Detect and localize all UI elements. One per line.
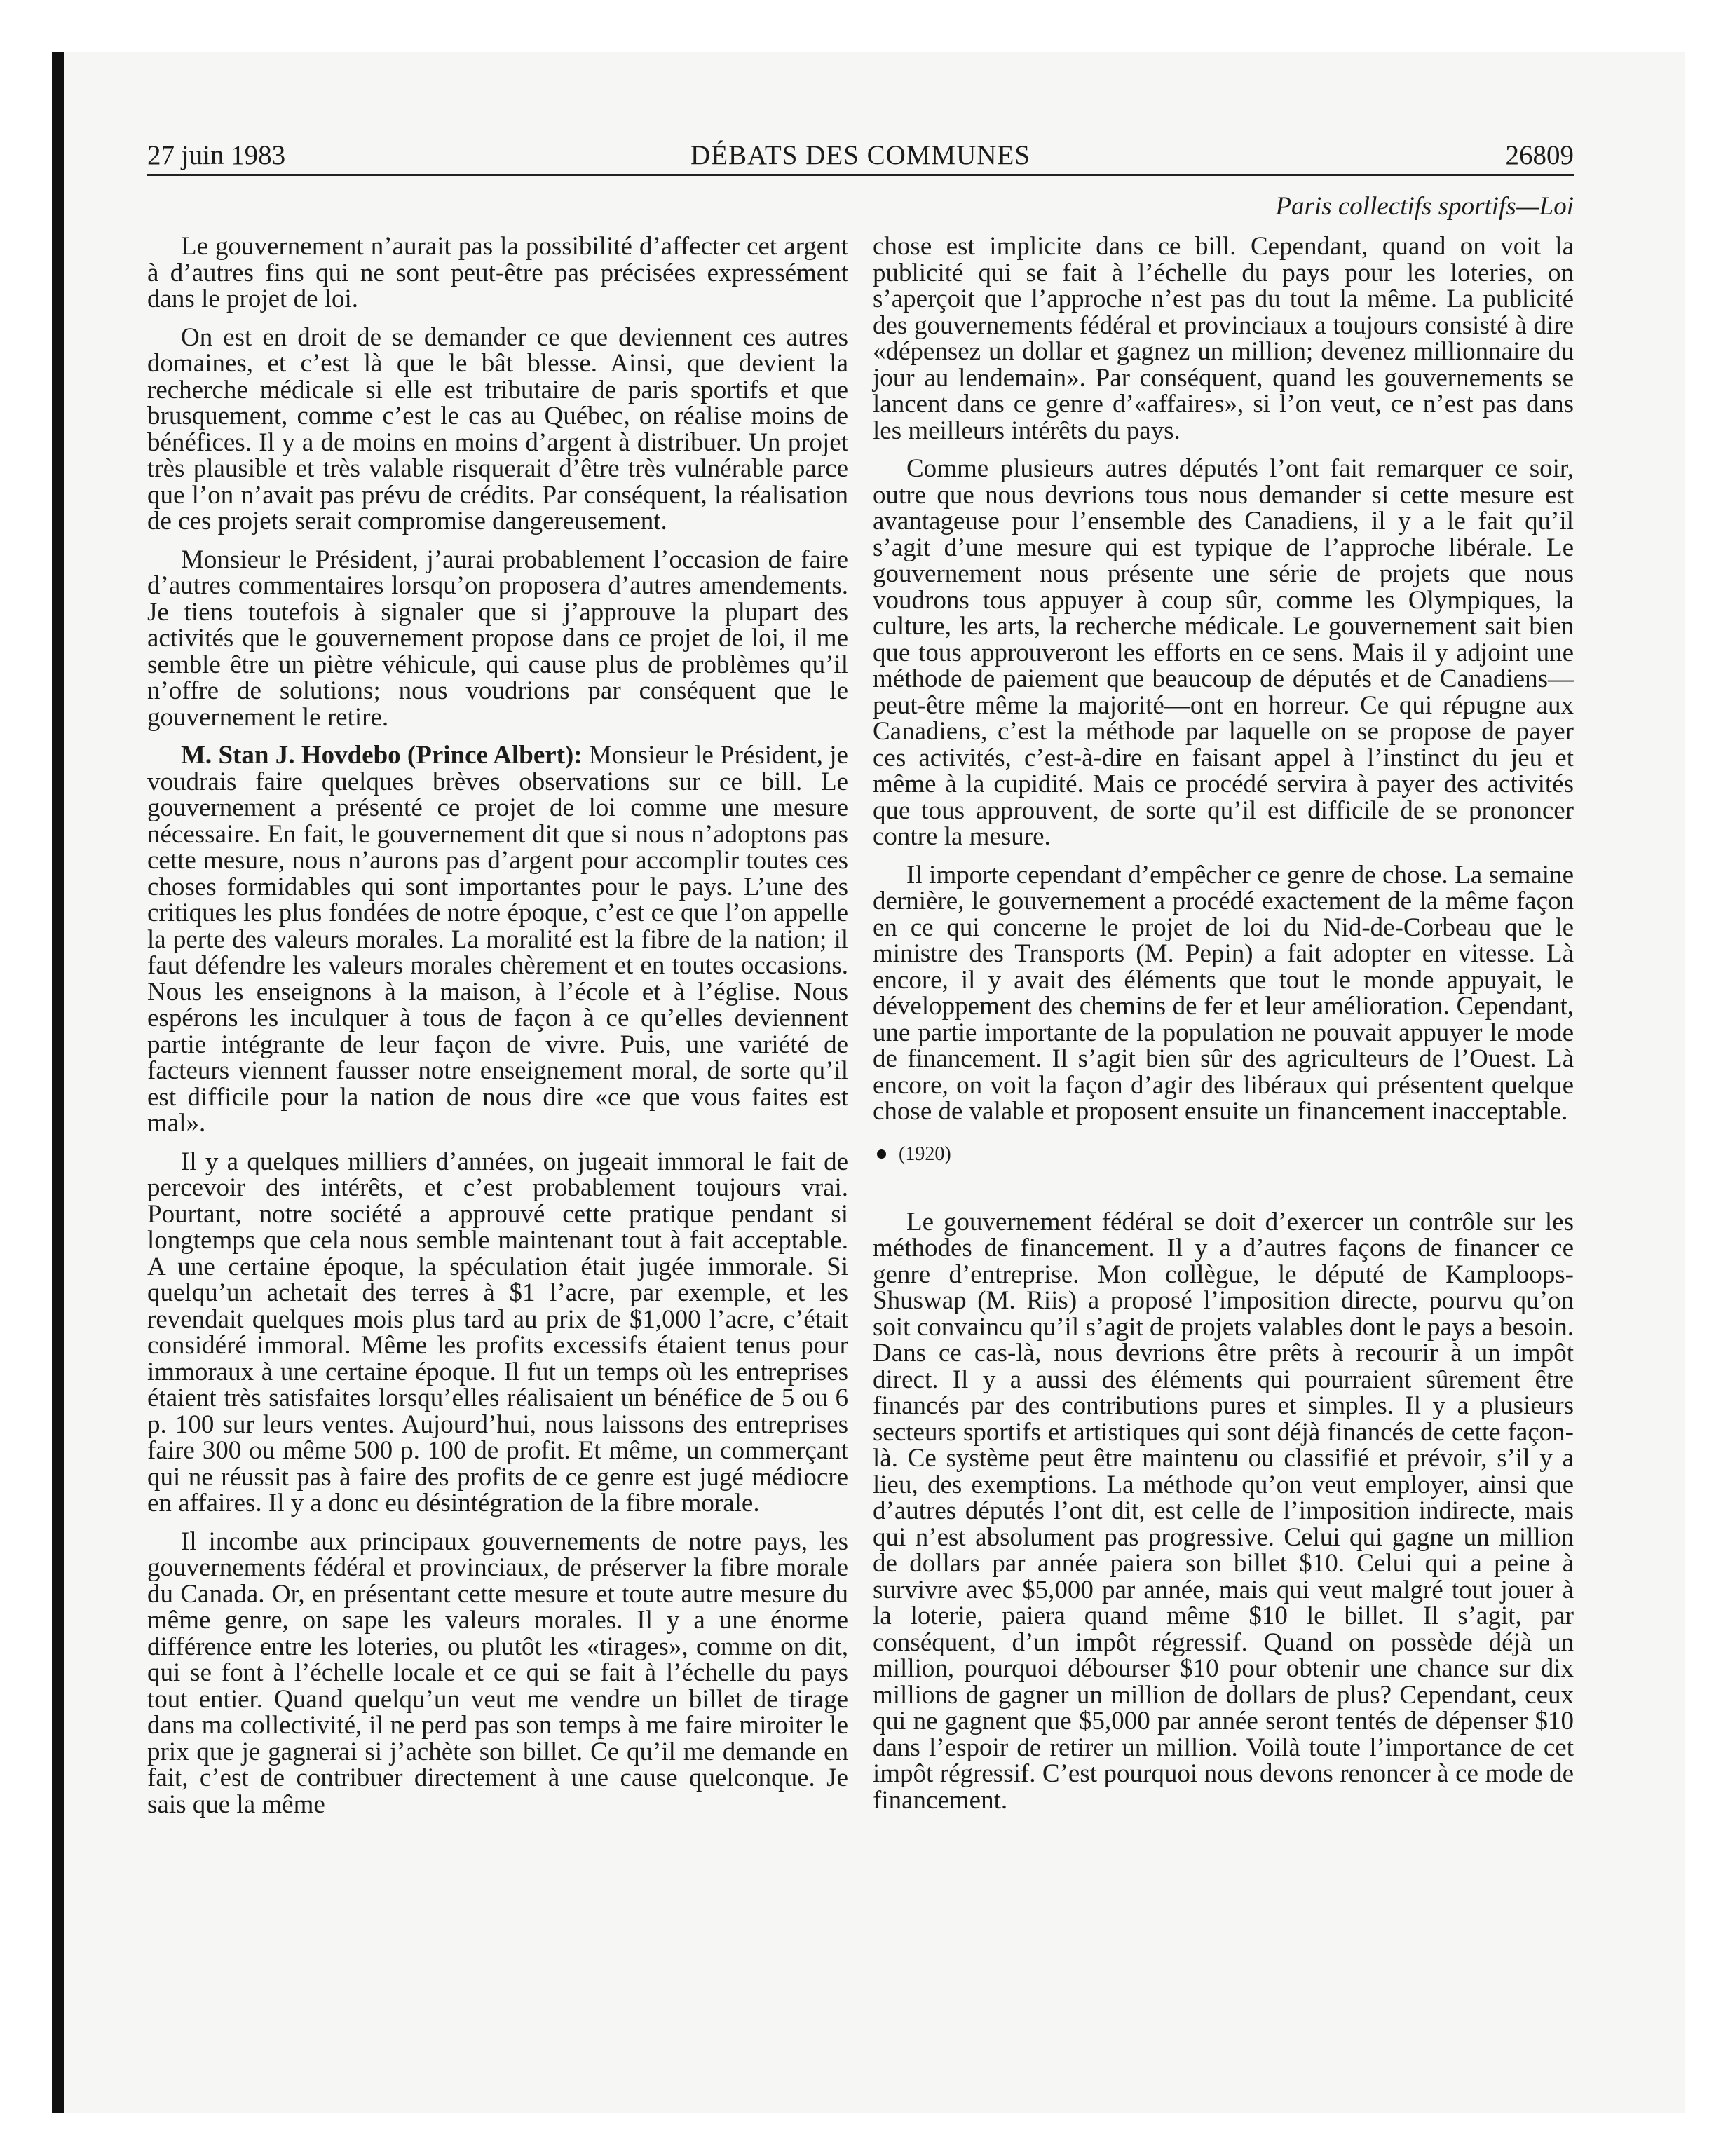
section-title: Paris collectifs sportifs—Loi [1275, 192, 1574, 221]
paragraph [147, 742, 848, 1137]
paragraph: Il importe cependant d’empêcher ce genre de chose. La semaine dernière, le gouvernement a procédé exactement de la même façon en ce qui concerne le projet de loi du Nid-de-Corbeau que le ministre des Transports (M. Pepin) a fait adopter en vitesse. Là encore, il y avait des éléments que tout le monde appuyait, le développement des chemins de fer et leur amélioration. Cependant, une partie importante de la population ne pouvait appuyer le mode de financement. Il s’agit bien sûr des agriculteurs de l’Ouest. Là encore, on voit la façon d’agir des libéraux qui présentent quelque chose de valable et proposent ensuite un financement inacceptable. [873, 860, 1574, 1126]
left-column [147, 233, 848, 1817]
paragraph: Il y a quelques milliers d’années, on jugeait immoral le fait de percevoir des intérêts, et c’est probablement toujours vrai. Pourtant, notre société a approuvé cette pratique pendant si longtemps que cela nous semble maintenant tout à fait acceptable. A une certaine époque, la spéculation était jugée immorale. Si quelqu’un achetait des terres à $1 l’acre, par exemple, et les revendait quelques mois plus tard au prix de $1,000 l’acre, c’était considéré immoral. Même les profits excessifs étaient tenus pour immoraux à une certaine époque. Il fut un temps où les entreprises étaient très satisfaites lorsqu’elles réalisaient un bénéfice de 5 ou 6 p. 100 sur leurs ventes. Aujourd’hui, nous laissons des entreprises faire 300 ou même 500 p. 100 de profit. Et même, un commerçant qui ne réussit pas à faire des profits de ce genre est jugé médiocre en affaires. Il y a donc eu désintégration de la fibre morale. [147, 1147, 848, 1517]
header-page-number: 26809 [1505, 140, 1574, 170]
header-date: 27 juin 1983 [147, 140, 286, 170]
page-header [147, 136, 1574, 175]
speaker-name: M. Stan J. Hovdebo (Prince Albert): [181, 741, 583, 770]
header-journal-title: DÉBATS DES COMMUNES [690, 140, 1030, 170]
bullet-icon [877, 1149, 886, 1159]
paragraph: Comme plusieurs autres députés l’ont fait remarquer ce soir, outre que nous devrions tous nous demander si cette mesure est avantageuse pour l’ensemble des Canadiens, il y a le fait qu’il s’agit d’une mesure qui est typique de l’approche libérale. Le gouvernement nous présente une série de projets que nous voudrons tous appuyer à coup sûr, comme les Olympiques, la culture, les arts, la recherche médicale. Le gouvernement sait bien que tous approuveront les efforts en ce sens. Mais il y adjoint une méthode de paiement que beaucoup de députés et de Canadiens—peut-être même la majorité—ont en horreur. Ce qui répugne aux Canadiens, c’est la méthode par laquelle on se propose de payer ces activités, c’est-à-dire en faisant appel à l’instinct du jeu et même à la cupidité. Mais ce procédé servira à payer des activités que tous approuvent, de sorte qu’il est difficile de se prononcer contre la mesure. [873, 454, 1574, 851]
paragraph: Monsieur le Président, j’aurai probablement l’occasion de faire d’autres commentaires lorsqu’on proposera d’autres amendements. Je tiens toutefois à signaler que si j’approuve la plupart des activités que le gouvernement propose dans ce projet de loi, il me semble être un piètre véhicule, qui cause plus de problèmes qu’il n’offre de solutions; nous voudrions par conséquent que le gouvernement le retire. [147, 545, 848, 732]
time-marker-text: (1920) [899, 1142, 951, 1165]
paragraph: Le gouvernement n’aurait pas la possibilité d’affecter cet argent à d’autres fins qui ne sont peut-être pas précisées expressément dans le projet de loi. [147, 232, 848, 313]
paragraph: Il incombe aux principaux gouvernements de notre pays, les gouvernements fédéral et provinciaux, de préserver la fibre morale du Canada. Or, en présentant cette mesure et toute autre mesure du même genre, on sape les valeurs morales. Il y a une énorme différence entre les loteries, ou plutôt les «tirages», comme on dit, qui se font à l’échelle locale et ce qui se fait à l’échelle du pays tout entier. Quand quelqu’un veut me vendre un billet de tirage dans ma collectivité, il ne perd pas son temps à me faire miroiter le prix que je gagnerai si j’achète son billet. Ce qu’il me demande en fait, c’est de contribuer directement à une cause quelconque. Je sais que la même [147, 1527, 848, 1819]
paragraph: Le gouvernement fédéral se doit d’exercer un contrôle sur les méthodes de financement. Il y a d’autres façons de financer ce genre d’entreprise. Mon collègue, le député de Kamploops-Shuswap (M. Riis) a proposé l’imposition directe, pourvu qu’on soit convaincu qu’il s’agit de projets valables dont le pays a besoin. Dans ce cas-là, nous devrions être prêts à recourir à un impôt direct. Il y a aussi des éléments qui pourraient sûrement être financés par des contributions pures et simples. Il y a plusieurs secteurs sportifs et artistiques qui sont déjà financés de cette façon-là. Ce système peut être maintenu ou classifié et prévoir, s’il y a lieu, des exemptions. La méthode qu’on veut employer, ainsi que d’autres députés l’ont dit, est celle de l’imposition indirecte, mais qui n’est absolument pas progressive. Celui qui gagne un million de dollars par année paiera son billet $10. Celui qui a peine à survivre avec $5,000 par année, mais qui veut malgré tout jouer à la loterie, paiera quand même $10 le billet. Il s’agit, par conséquent, d’un impôt régressif. Quand on possède déjà un million, pourquoi débourser $10 pour obtenir une chance sur dix millions de gagner un million de dollars de plus? Cependant, ceux qui ne gagnent que $5,000 par année seront tentés de dépenser $10 dans l’espoir de retirer un million. Voilà toute l’importance de cet impôt régressif. C’est pourquoi nous devons renoncer à ce mode de financement. [873, 1207, 1574, 1815]
speech-text: Monsieur le Président, je voudrais faire quelques brèves observations sur ce bill. Le gouvernement a présenté ce projet de loi comme une mesure nécessaire. En fait, le gouvernement dit que si nous n’adoptons pas cette mesure, nous n’aurons pas d’argent pour accomplir toutes ces choses formidables qui sont importantes pour le pays. L’une des critiques les plus fondées de notre époque, c’est ce que l’on appelle la perte des valeurs morales. La moralité est la fibre de la nation; il faut défendre les valeurs morales chèrement et en toutes occasions. Nous les enseignons à la maison, à l’école et à l’église. Nous espérons les inculquer à tous de façon à ce qu’elles deviennent partie intégrante de leur façon de vivre. Puis, une variété de facteurs viennent fausser notre enseignement moral, de sorte qu’il est difficile pour la nation de nous dire «ce que vous faites est mal». [147, 741, 848, 1138]
paragraph: chose est implicite dans ce bill. Cependant, quand on voit la publicité qui se fait à l’échelle du pays pour les loteries, on s’aperçoit que l’approche n’est pas du tout la même. La publicité des gouvernements fédéral et provinciaux a toujours consisté à dire «dépensez un dollar et gagnez un million; devenez millionnaire du jour au lendemain». Par conséquent, quand les gouvernements se lancent dans ce genre d’«affaires», si l’on veut, ce n’est pas dans les meilleurs intérêts du pays. [873, 232, 1574, 445]
paragraph: On est en droit de se demander ce que deviennent ces autres domaines, et c’est là que le bât blesse. Ainsi, que devient la recherche médicale si elle est tributaire de paris sportifs et que brusquement, comme c’est le cas au Québec, on réalise moins de bénéfices. Il y a de moins en moins d’argent à distribuer. Un projet très plausible et très valable risquerait d’être très vulnérable parce que l’on n’avait pas prévu de crédits. Par conséquent, la réalisation de ces projets serait compromise dangereusement. [147, 322, 848, 535]
right-column [873, 233, 1574, 1813]
header-rule [147, 174, 1574, 176]
time-marker [873, 1140, 1574, 1168]
scan-edge [52, 52, 64, 2113]
